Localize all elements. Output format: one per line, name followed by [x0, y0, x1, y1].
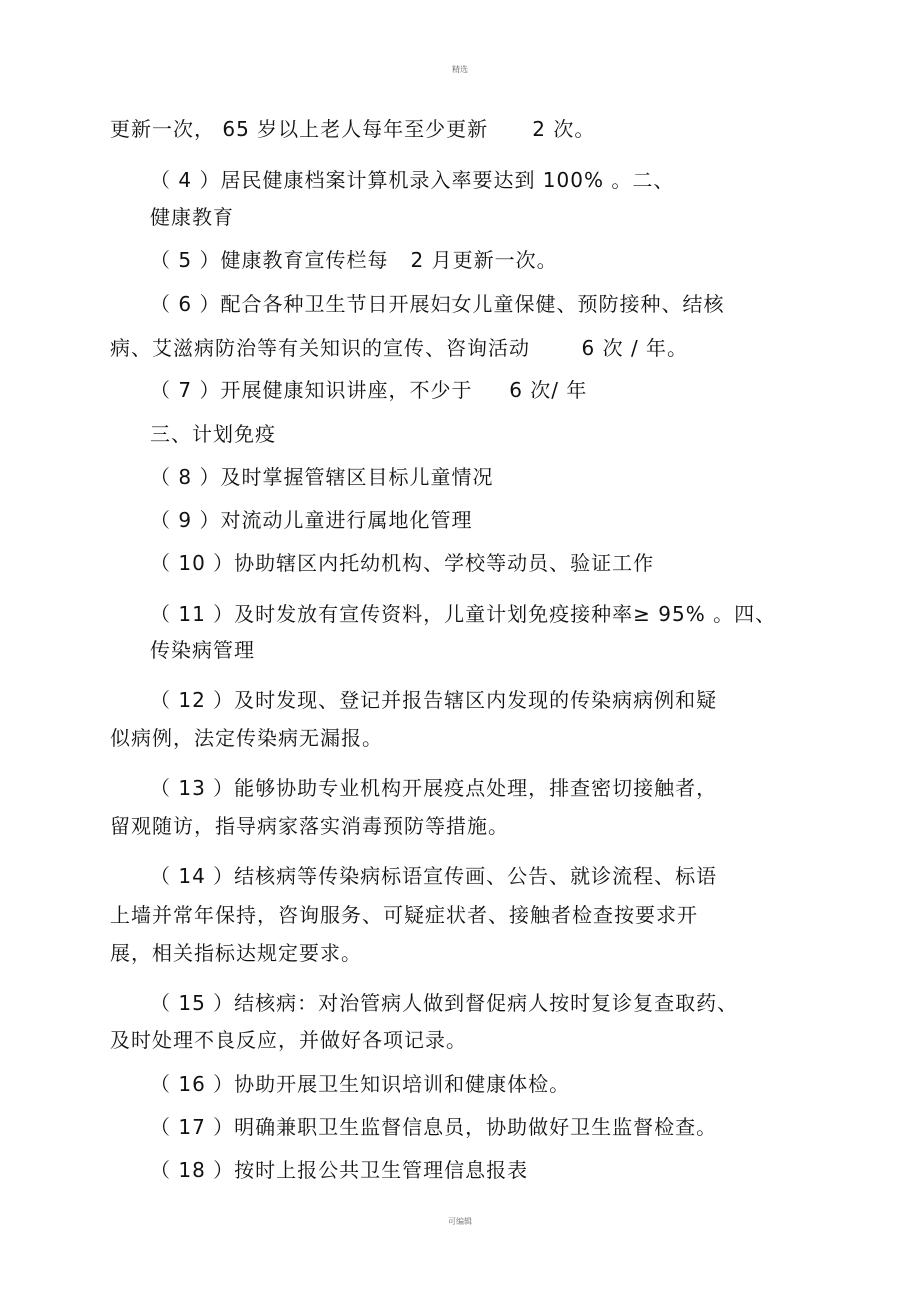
section-heading: 三、计划免疫 [150, 422, 276, 446]
text-line: （ 7 ）开展健康知识讲座，不少于 6 次/ 年 [150, 378, 588, 402]
text-line: （ 12 ）及时发现、登记并报告辖区内发现的传染病病例和疑 [150, 688, 718, 712]
text-line: （ 13 ）能够协助专业机构开展疫点处理，排查密切接触者， [150, 776, 718, 800]
footer-mark: 可编辑 [448, 1217, 472, 1226]
text-line: 展，相关指标达规定要求。 [110, 941, 362, 965]
text-line: 及时处理不良反应，并做好各项记录。 [110, 1028, 467, 1052]
text-line: （ 11 ）及时发放有宣传资料，儿童计划免疫接种率≥ 95% 。四、 [150, 602, 777, 626]
text-line: 健康教育 [150, 205, 234, 229]
text-line: 上墙并常年保持，咨询服务、可疑症状者、接触者检查按要求开 [110, 903, 698, 927]
text-line: 传染病管理 [150, 638, 255, 662]
text-line: （ 18 ）按时上报公共卫生管理信息报表 [150, 1158, 529, 1182]
text-line: （ 9 ）对流动儿童进行属地化管理 [150, 508, 473, 532]
text-line: （ 16 ）协助开展卫生知识培训和健康体检。 [150, 1072, 571, 1096]
text-line: （ 4 ）居民健康档案计算机录入率要达到 100% 。二、 [150, 168, 675, 192]
text-line: 病、艾滋病防治等有关知识的宣传、咨询活动 6 次 / 年。 [110, 336, 689, 360]
text-line: 留观随访，指导病家落实消毒预防等措施。 [110, 814, 509, 838]
text-line: （ 10 ）协助辖区内托幼机构、学校等动员、验证工作 [150, 551, 655, 575]
text-line: 似病例，法定传染病无漏报。 [110, 726, 383, 750]
text-line: （ 15 ）结核病：对治管病人做到督促病人按时复诊复查取药、 [150, 991, 739, 1015]
text-line: （ 5 ）健康教育宣传栏每 2 月更新一次。 [150, 248, 558, 272]
header-mark: 精选 [452, 65, 468, 74]
text-line: （ 6 ）配合各种卫生节日开展妇女儿童保健、预防接种、结核 [150, 292, 725, 316]
text-line: （ 14 ）结核病等传染病标语宣传画、公告、就诊流程、标语 [150, 864, 718, 888]
text-line: 更新一次， 65 岁以上老人每年至少更新 2 次。 [110, 117, 596, 141]
text-line: （ 8 ）及时掌握管辖区目标儿童情况 [150, 465, 494, 489]
text-line: （ 17 ）明确兼职卫生监督信息员，协助做好卫生监督检查。 [150, 1115, 718, 1139]
